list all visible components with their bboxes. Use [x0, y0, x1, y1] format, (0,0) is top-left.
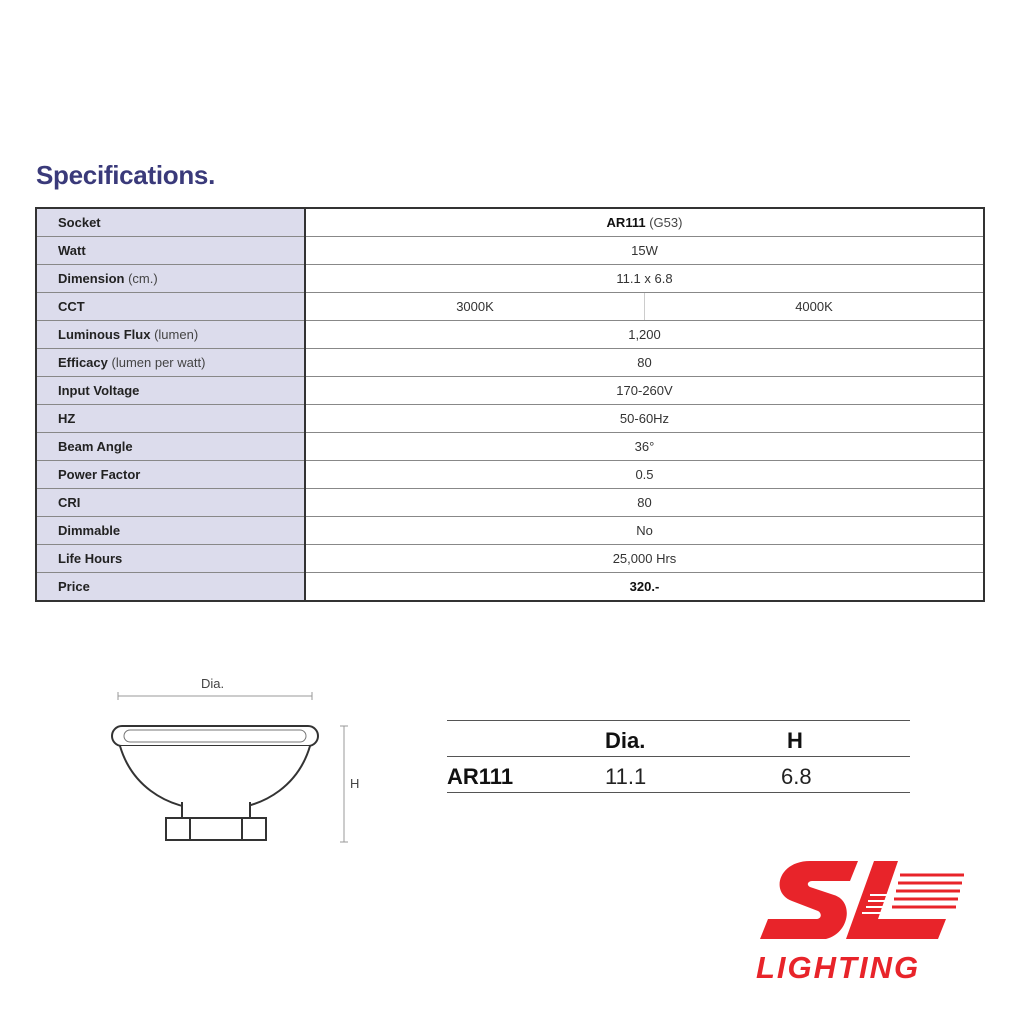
h-header: H	[787, 728, 803, 753]
sl-logo-icon	[750, 855, 970, 950]
logo-wordmark: LIGHTING	[756, 950, 921, 985]
spec-row	[36, 545, 984, 573]
h-value: 6.8	[781, 764, 812, 789]
spec-row	[36, 321, 984, 349]
spec-value-split	[305, 293, 984, 321]
spec-label: HZ	[36, 405, 305, 433]
spec-row	[36, 489, 984, 517]
spec-row	[36, 377, 984, 405]
spec-value: 25,000 Hrs	[305, 545, 984, 573]
spec-row	[36, 517, 984, 545]
spec-value: 15W	[305, 237, 984, 265]
dia-header: Dia.	[605, 728, 646, 753]
sl-lighting-logo	[750, 855, 970, 985]
spec-value: No	[305, 517, 984, 545]
spec-value: AR111 (G53)	[305, 208, 984, 237]
divider	[447, 792, 910, 793]
spec-label: Socket	[36, 208, 305, 237]
spec-value: 1,200	[305, 321, 984, 349]
model-name: AR111	[447, 764, 514, 789]
spec-value: 50-60Hz	[305, 405, 984, 433]
lamp-dimension-drawing	[100, 670, 380, 860]
spec-value: 80	[305, 489, 984, 517]
cct-4000k: 4000K	[795, 299, 833, 314]
spec-value: 0.5	[305, 461, 984, 489]
spec-value: 36°	[305, 433, 984, 461]
spec-row	[36, 433, 984, 461]
spec-value: 11.1 x 6.8	[305, 265, 984, 293]
spec-label: CRI	[36, 489, 305, 517]
spec-label: Input Voltage	[36, 377, 305, 405]
spec-label: Dimension (cm.)	[36, 265, 305, 293]
spec-label: CCT	[36, 293, 305, 321]
spec-value: 170-260V	[305, 377, 984, 405]
spec-label: Price	[36, 573, 305, 602]
dia-value: 11.1	[605, 764, 647, 789]
spec-row	[36, 208, 984, 237]
spec-row	[36, 349, 984, 377]
spec-row	[36, 461, 984, 489]
spec-label: Efficacy (lumen per watt)	[36, 349, 305, 377]
divider	[447, 756, 910, 757]
spec-label: Dimmable	[36, 517, 305, 545]
spec-label: Watt	[36, 237, 305, 265]
spec-row	[36, 237, 984, 265]
divider	[447, 720, 910, 721]
spec-label: Life Hours	[36, 545, 305, 573]
cct-3000k: 3000K	[306, 293, 645, 320]
spec-row	[36, 265, 984, 293]
spec-label: Power Factor	[36, 461, 305, 489]
spec-row	[36, 573, 984, 602]
spec-row	[36, 405, 984, 433]
h-label: H	[350, 776, 360, 791]
spec-label: Beam Angle	[36, 433, 305, 461]
spec-row	[36, 293, 984, 321]
spec-value-price: 320.-	[305, 573, 984, 602]
spec-value: 80	[305, 349, 984, 377]
spec-label: Luminous Flux (lumen)	[36, 321, 305, 349]
page-title: Specifications.	[36, 160, 215, 190]
lamp-outline-icon	[100, 670, 380, 860]
specifications-table	[35, 207, 985, 602]
dia-label: Dia.	[201, 676, 225, 691]
